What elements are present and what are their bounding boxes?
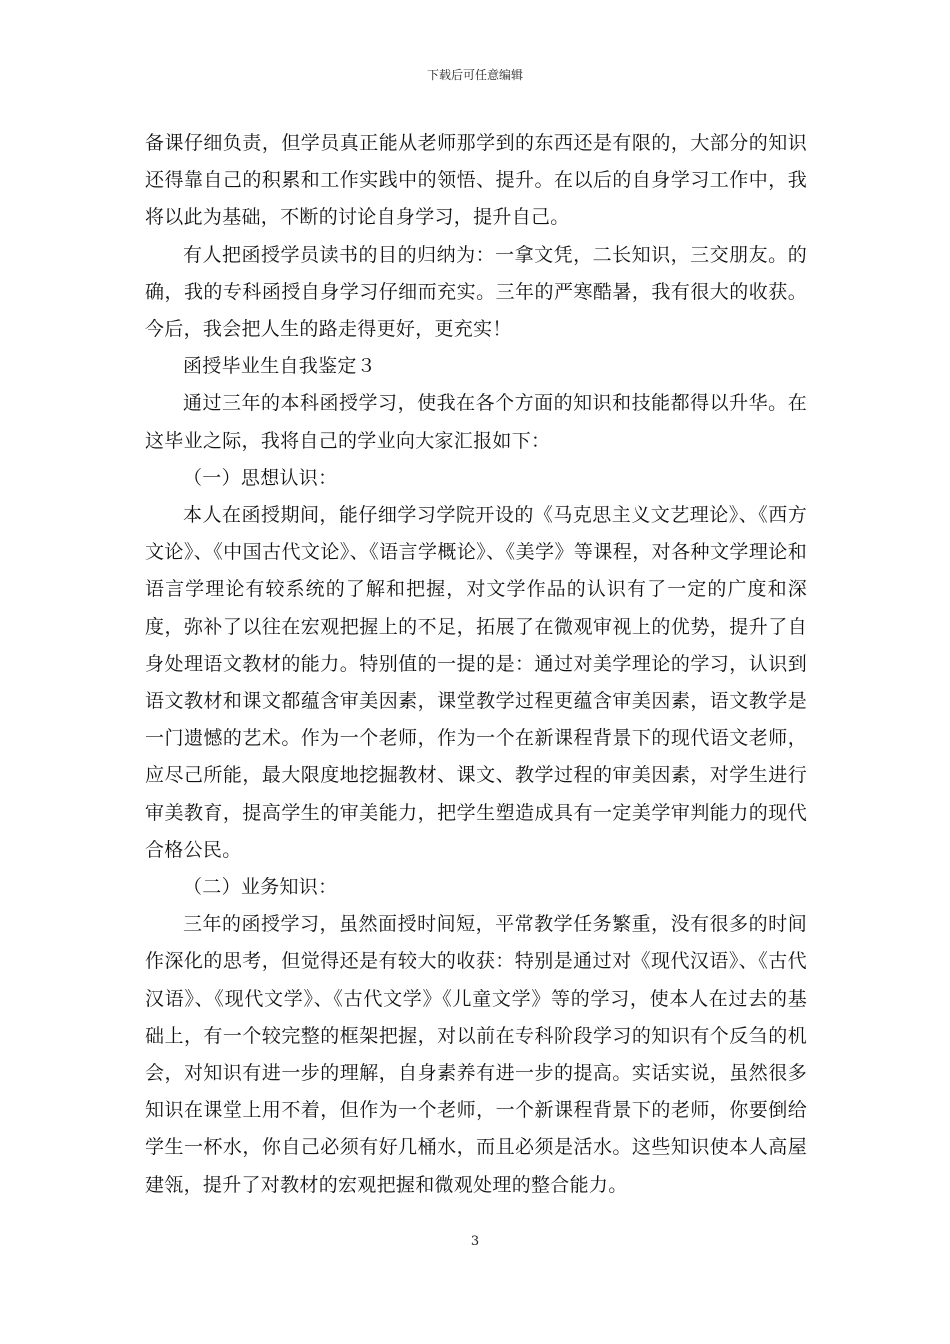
subheading-business: （二）业务知识： — [183, 876, 338, 899]
paragraph-intro: 通过三年的本科函授学习，使我在各个方面的知识和技能都得以升华。在这毕业之际，我将自己的学业向大家汇报如下： — [145, 392, 807, 452]
paragraph-continuation: 备课仔细负责，但学员真正能从老师那学到的东西还是有限的，大部分的知识还得靠自己的积累和工作实践中的领悟、提升。在以后的自身学习工作中，我将以此为基础，不断的讨论自身学习，提升自己。 — [145, 132, 807, 229]
section-heading: 函授毕业生自我鉴定３ — [183, 355, 377, 378]
document-body — [145, 125, 807, 1204]
paragraph-summary: 有人把函授学员读书的目的归纳为：一拿文凭，二长知识，三交朋友。的确，我的专科函授自身学习仔细而充实。三年的严寒酷暑，我有很大的收获。今后，我会把人生的路走得更好，更充实！ — [145, 243, 807, 341]
subheading-thought: （一）思想认识： — [183, 466, 338, 489]
paragraph-business: 三年的函授学习，虽然面授时间短，平常教学任务繁重，没有很多的时间作深化的思考，但觉得还是有较大的收获：特别是通过对《现代汉语》、《古代汉语》、《现代文学》、《古代文学》《儿童文学》等的学习，使本人在过去的基础上，有一个较完整的框架把握，对以前在专科阶段学习的知识有个反刍的机会，对知识有进一步的理解，自身素养有进一步的提高。实话实说，虽然很多知识在课堂上用不着，但作为一个老师，一个新课程背景下的老师，你要倒给学生一杯水，你自己必须有好几桶水，而且必须是活水。这些知识使本人高屋建瓴，提升了对教材的宏观把握和微观处理的整合能力。 — [145, 913, 807, 1196]
page-number: 3 — [470, 1234, 480, 1249]
page-header: 下载后可任意编辑 — [426, 68, 523, 82]
paragraph-thought: 本人在函授期间，能仔细学习学院开设的《马克思主义文艺理论》、《西方文论》、《中国古代文论》、《语言学概论》、《美学》等课程，对各种文学理论和语言学理论有较系统的了解和把握，对文学作品的认识有了一定的广度和深度，弥补了以往在宏观把握上的不足，拓展了在微观审视上的优势，提升了自身处理语文教材的能力。特别值的一提的是：通过对美学理论的学习，认识到语文教材和课文都蕴含审美因素，课堂教学过程更蕴含审美因素，语文教学是一门遗憾的艺术。作为一个老师，作为一个在新课程背景下的现代语文老师，应尽己所能，最大限度地挖掘教材、课文、教学过程的审美因素，对学生进行审美教育，提高学生的审美能力，把学生塑造成具有一定美学审判能力的现代合格公民。 — [145, 504, 807, 861]
